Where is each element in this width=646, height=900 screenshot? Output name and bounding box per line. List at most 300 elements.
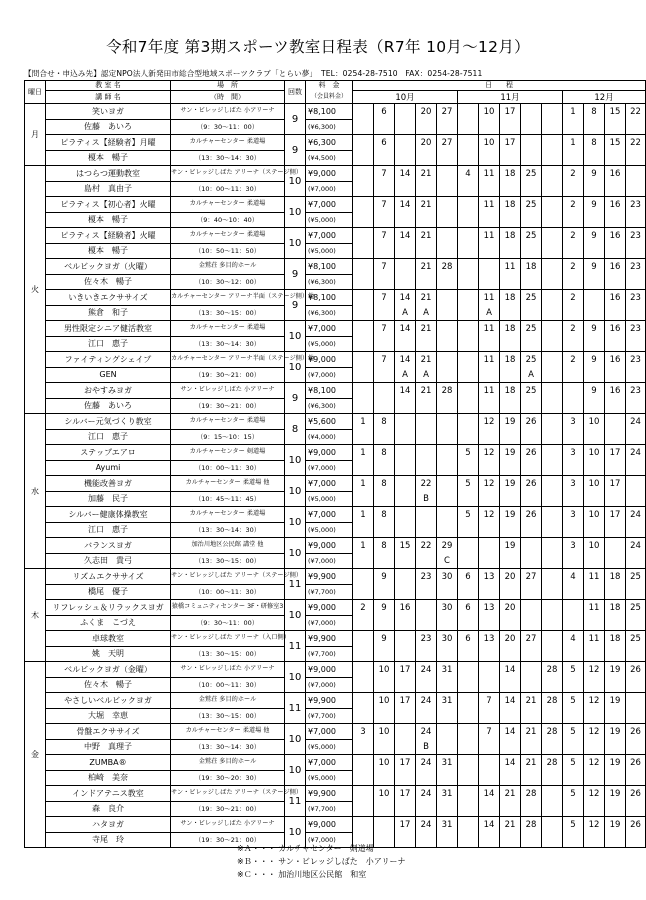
schedule-venue-mark [374, 429, 395, 445]
class-member-fee: (¥4,500) [306, 150, 353, 166]
schedule-venue-mark [437, 150, 458, 166]
schedule-date: 11 [479, 228, 500, 244]
class-row-sub [25, 367, 646, 383]
schedule-date: 18 [605, 631, 626, 647]
schedule-date: 16 [605, 290, 626, 306]
schedule-venue-mark [605, 491, 626, 507]
schedule-venue-mark [584, 584, 605, 600]
schedule-venue-mark [437, 491, 458, 507]
class-count: 9 [285, 135, 306, 166]
schedule-date: 25 [626, 631, 646, 647]
class-place: サン・ビレッジしばた 小アリーナ [171, 817, 285, 833]
class-row [25, 414, 646, 430]
class-row [25, 631, 646, 647]
schedule-venue-mark [353, 336, 374, 352]
schedule-date: 28 [437, 383, 458, 399]
schedule-venue-mark [521, 770, 542, 786]
schedule-date: 5 [458, 507, 479, 523]
schedule-date: 7 [374, 321, 395, 337]
schedule-venue-mark [563, 615, 584, 631]
schedule-date [605, 414, 626, 430]
schedule-venue-mark [395, 708, 416, 724]
schedule-venue-mark [626, 801, 646, 817]
schedule-date: 23 [626, 352, 646, 368]
schedule-venue-mark [626, 367, 646, 383]
schedule-date: 9 [584, 352, 605, 368]
class-row-sub [25, 708, 646, 724]
schedule-date [626, 693, 646, 709]
day-label: 水 [25, 414, 46, 569]
schedule-date: 20 [500, 631, 521, 647]
schedule-venue-mark [500, 832, 521, 848]
schedule-date: 10 [584, 538, 605, 554]
class-place: サン・ビレッジしばた 小アリーナ [171, 383, 285, 399]
note-a: ※Ａ・・・ カルチャセンター 剣道場 [237, 844, 374, 853]
schedule-venue-mark [395, 770, 416, 786]
class-fee: ¥9,000 [306, 352, 353, 368]
class-count: 11 [285, 569, 306, 600]
schedule-venue-mark [605, 460, 626, 476]
schedule-venue-mark [542, 646, 563, 662]
schedule-venue-mark [584, 150, 605, 166]
class-member-fee: (¥6,300) [306, 305, 353, 321]
schedule-date: 31 [437, 693, 458, 709]
schedule-venue-mark [479, 708, 500, 724]
schedule-date: 2 [563, 290, 584, 306]
schedule-date: 12 [584, 662, 605, 678]
schedule-date [395, 104, 416, 120]
schedule-date [542, 259, 563, 275]
class-fee: ¥9,000 [306, 817, 353, 833]
schedule-date [542, 476, 563, 492]
schedule-date: 28 [542, 755, 563, 771]
schedule-venue-mark [416, 119, 437, 135]
schedule-venue-mark [605, 770, 626, 786]
schedule-date: 9 [584, 259, 605, 275]
schedule-venue-mark [605, 243, 626, 259]
schedule-date [416, 445, 437, 461]
schedule-venue-mark [416, 212, 437, 228]
schedule-venue-mark [458, 460, 479, 476]
schedule-date: 18 [500, 321, 521, 337]
class-row-sub [25, 491, 646, 507]
class-row [25, 817, 646, 833]
schedule-venue-mark [353, 677, 374, 693]
schedule-venue-mark [542, 832, 563, 848]
class-member-fee: (¥7,700) [306, 708, 353, 724]
schedule-date: 26 [521, 476, 542, 492]
schedule-venue-mark [500, 491, 521, 507]
schedule-venue-mark [479, 429, 500, 445]
class-time: （13：30～14：30） [171, 336, 285, 352]
schedule-venue-mark [458, 429, 479, 445]
class-place: カルチャーセンター 柔道場 [171, 414, 285, 430]
class-member-fee: (¥6,300) [306, 274, 353, 290]
schedule-date: 14 [500, 662, 521, 678]
schedule-date [542, 228, 563, 244]
schedule-date: 21 [500, 786, 521, 802]
schedule-venue-mark [416, 708, 437, 724]
class-row-sub [25, 615, 646, 631]
day-label: 金 [25, 662, 46, 848]
day-label: 火 [25, 166, 46, 414]
schedule-venue-mark [563, 336, 584, 352]
schedule-date: 21 [416, 259, 437, 275]
schedule-date: 30 [437, 600, 458, 616]
schedule-venue-mark [500, 801, 521, 817]
schedule-venue-mark [584, 367, 605, 383]
schedule-date: 8 [584, 135, 605, 151]
class-row-sub [25, 770, 646, 786]
schedule-venue-mark [521, 677, 542, 693]
schedule-venue-mark [458, 770, 479, 786]
schedule-venue-mark [626, 522, 646, 538]
schedule-venue-mark [395, 522, 416, 538]
class-name: ピラティス【経験者】月曜 [46, 135, 171, 151]
schedule-date: 5 [563, 693, 584, 709]
schedule-date [626, 166, 646, 182]
schedule-date: 2 [563, 166, 584, 182]
schedule-venue-mark [605, 150, 626, 166]
schedule-venue-mark [458, 305, 479, 321]
schedule-venue-mark [563, 584, 584, 600]
schedule-venue-mark [542, 522, 563, 538]
schedule-venue-mark [626, 615, 646, 631]
schedule-date: 2 [563, 228, 584, 244]
class-member-fee: (¥6,300) [306, 398, 353, 414]
class-count: 10 [285, 755, 306, 786]
schedule-venue-mark [500, 305, 521, 321]
schedule-date: 11 [584, 569, 605, 585]
class-count: 10 [285, 600, 306, 631]
schedule-date: 24 [626, 414, 646, 430]
schedule-venue-mark [500, 584, 521, 600]
class-member-fee: (¥5,000) [306, 522, 353, 538]
schedule-date [521, 600, 542, 616]
day-label: 木 [25, 569, 46, 662]
header-fee: 料 金 [306, 81, 353, 91]
schedule-date: 25 [521, 166, 542, 182]
schedule-date: 17 [605, 445, 626, 461]
schedule-date: 23 [626, 228, 646, 244]
schedule-date: 3 [353, 724, 374, 740]
schedule-venue-mark [437, 615, 458, 631]
schedule-venue-mark [479, 646, 500, 662]
class-count: 11 [285, 693, 306, 724]
schedule-venue-mark [416, 181, 437, 197]
schedule-venue-mark [437, 181, 458, 197]
schedule-date: 21 [500, 817, 521, 833]
schedule-venue-mark [626, 181, 646, 197]
schedule-date: 15 [605, 104, 626, 120]
schedule-venue-mark [563, 646, 584, 662]
class-row-sub [25, 801, 646, 817]
class-place: 金鷲荘 多目的ホール [171, 693, 285, 709]
schedule-venue-mark [416, 615, 437, 631]
schedule-date [437, 476, 458, 492]
class-time: （10：00～11：30） [171, 677, 285, 693]
class-row-sub [25, 429, 646, 445]
class-row-sub [25, 460, 646, 476]
schedule-venue-mark [416, 243, 437, 259]
class-row-sub [25, 553, 646, 569]
schedule-venue-mark [584, 553, 605, 569]
schedule-venue-mark [416, 770, 437, 786]
schedule-venue-mark [542, 429, 563, 445]
schedule-date [458, 693, 479, 709]
schedule-date: 13 [479, 600, 500, 616]
header-fee-note: （会員料金） [306, 91, 353, 104]
schedule-date: 28 [521, 817, 542, 833]
class-fee: ¥7,000 [306, 228, 353, 244]
schedule-date [353, 321, 374, 337]
schedule-venue-mark [563, 398, 584, 414]
class-count: 10 [285, 724, 306, 755]
header-class: 教 室 名 [46, 81, 171, 91]
class-row [25, 321, 646, 337]
schedule-venue-mark [626, 491, 646, 507]
class-member-fee: (¥7,000) [306, 832, 353, 848]
class-time: （10：30～12：00） [171, 274, 285, 290]
schedule-venue-mark [353, 553, 374, 569]
schedule-venue-mark [500, 646, 521, 662]
schedule-date: 9 [584, 228, 605, 244]
schedule-venue-mark [542, 553, 563, 569]
schedule-venue-mark [353, 522, 374, 538]
schedule-venue-mark [458, 212, 479, 228]
schedule-venue-mark [479, 150, 500, 166]
schedule-date: 9 [584, 197, 605, 213]
schedule-venue-mark [521, 212, 542, 228]
schedule-venue-mark [584, 398, 605, 414]
class-fee: ¥5,600 [306, 414, 353, 430]
schedule-venue-mark [584, 119, 605, 135]
schedule-venue-mark [374, 398, 395, 414]
class-time: （13：30～14：30） [171, 522, 285, 538]
class-count: 10 [285, 817, 306, 848]
class-member-fee: (¥5,000) [306, 243, 353, 259]
schedule-venue-mark [395, 119, 416, 135]
schedule-date [416, 507, 437, 523]
schedule-date: 31 [437, 786, 458, 802]
class-fee: ¥8,100 [306, 383, 353, 399]
schedule-venue-mark [626, 243, 646, 259]
header-time: （時 間） [171, 91, 285, 104]
class-name: ハタヨガ [46, 817, 171, 833]
schedule-venue-mark [374, 367, 395, 383]
schedule-date: 23 [416, 631, 437, 647]
schedule-venue-mark [458, 522, 479, 538]
schedule-date [542, 817, 563, 833]
schedule-date [458, 321, 479, 337]
schedule-date: 17 [395, 755, 416, 771]
schedule-date [458, 786, 479, 802]
schedule-date [542, 352, 563, 368]
schedule-date: 1 [353, 414, 374, 430]
class-instructor: 久志田 貴弓 [46, 553, 171, 569]
schedule-venue-mark [500, 522, 521, 538]
schedule-venue-mark [626, 584, 646, 600]
schedule-venue-mark [458, 398, 479, 414]
class-count: 10 [285, 228, 306, 259]
schedule-date [395, 445, 416, 461]
schedule-date: 1 [353, 476, 374, 492]
schedule-date [479, 662, 500, 678]
class-instructor: 姚 天明 [46, 646, 171, 662]
class-place: 加治川地区公民館 講堂 他 [171, 538, 285, 554]
schedule-venue-mark [626, 646, 646, 662]
schedule-date: 16 [605, 228, 626, 244]
class-row-sub [25, 646, 646, 662]
schedule-venue-mark [458, 739, 479, 755]
schedule-date: 14 [479, 817, 500, 833]
schedule-date: 9 [584, 321, 605, 337]
class-member-fee: (¥5,000) [306, 212, 353, 228]
schedule-venue-mark [374, 119, 395, 135]
class-instructor: 榎本 暢子 [46, 212, 171, 228]
schedule-date: 20 [416, 135, 437, 151]
schedule-venue-mark [605, 522, 626, 538]
schedule-date [458, 228, 479, 244]
schedule-date: 10 [584, 476, 605, 492]
schedule-venue-mark [395, 677, 416, 693]
schedule-venue-mark [605, 305, 626, 321]
class-count: 8 [285, 414, 306, 445]
schedule-date: 25 [521, 290, 542, 306]
schedule-venue-mark [563, 708, 584, 724]
class-row [25, 228, 646, 244]
schedule-date: 9 [374, 600, 395, 616]
schedule-venue-mark [479, 460, 500, 476]
schedule-date: 30 [437, 569, 458, 585]
schedule-venue-mark [458, 646, 479, 662]
schedule-venue-mark [374, 336, 395, 352]
schedule-date [353, 631, 374, 647]
schedule-venue-mark [521, 398, 542, 414]
schedule-date: 24 [416, 724, 437, 740]
schedule-date: 30 [437, 631, 458, 647]
class-time: （9：15～10：15） [171, 429, 285, 445]
schedule-venue-mark [353, 460, 374, 476]
schedule-date: 15 [395, 538, 416, 554]
class-name: 男性限定シニア健活教室 [46, 321, 171, 337]
schedule-venue-mark [374, 708, 395, 724]
schedule-date: 1 [353, 445, 374, 461]
schedule-venue-mark [374, 584, 395, 600]
schedule-venue-mark [500, 770, 521, 786]
schedule-venue-mark [584, 739, 605, 755]
schedule-date: 17 [500, 135, 521, 151]
schedule-date: 18 [500, 228, 521, 244]
header-count: 回数 [285, 81, 306, 104]
schedule-venue-mark [353, 181, 374, 197]
schedule-venue-mark [479, 367, 500, 383]
schedule-date [353, 755, 374, 771]
class-row [25, 197, 646, 213]
class-fee: ¥9,900 [306, 786, 353, 802]
schedule-venue-mark [458, 553, 479, 569]
schedule-venue-mark [374, 243, 395, 259]
schedule-date [353, 352, 374, 368]
schedule-venue-mark [374, 212, 395, 228]
schedule-date: 7 [374, 228, 395, 244]
schedule-date: 10 [479, 104, 500, 120]
class-count: 10 [285, 476, 306, 507]
schedule-venue-mark [395, 150, 416, 166]
schedule-venue-mark [437, 584, 458, 600]
class-instructor: 榎本 暢子 [46, 150, 171, 166]
page-title: 令和7年度 第3期スポーツ教室日程表（R7年 10月～12月） [106, 38, 530, 56]
schedule-date: 19 [605, 693, 626, 709]
schedule-venue-mark [563, 553, 584, 569]
schedule-date [563, 383, 584, 399]
class-name: 笑いヨガ [46, 104, 171, 120]
schedule-venue-mark [584, 243, 605, 259]
schedule-venue-mark [626, 677, 646, 693]
schedule-date: 18 [500, 383, 521, 399]
class-count: 11 [285, 786, 306, 817]
schedule-venue-mark [626, 553, 646, 569]
schedule-date: 11 [479, 352, 500, 368]
schedule-venue-mark [353, 367, 374, 383]
schedule-venue-mark [584, 801, 605, 817]
schedule-venue-mark [605, 429, 626, 445]
schedule-venue-mark [542, 150, 563, 166]
schedule-date: 20 [416, 104, 437, 120]
schedule-venue-mark [416, 646, 437, 662]
schedule-date [542, 383, 563, 399]
class-row [25, 383, 646, 399]
class-count: 10 [285, 507, 306, 538]
schedule-date [458, 135, 479, 151]
schedule-date: 18 [605, 569, 626, 585]
schedule-venue-mark [542, 336, 563, 352]
class-place: サン・ビレッジしばた アリーナ（ステージ側） [171, 786, 285, 802]
schedule-date: 2 [563, 352, 584, 368]
schedule-venue-mark [563, 801, 584, 817]
schedule-date: 3 [563, 414, 584, 430]
schedule-venue-mark [521, 522, 542, 538]
schedule-date: 12 [479, 445, 500, 461]
schedule-venue-mark [626, 305, 646, 321]
schedule-date: 14 [395, 228, 416, 244]
class-fee: ¥9,000 [306, 600, 353, 616]
class-member-fee: (¥6,300) [306, 119, 353, 135]
schedule-venue-mark [542, 491, 563, 507]
schedule-venue-mark [458, 615, 479, 631]
schedule-venue-mark [374, 646, 395, 662]
schedule-date: 7 [479, 724, 500, 740]
class-count: 10 [285, 352, 306, 383]
notes [237, 842, 405, 881]
schedule-venue-mark [500, 119, 521, 135]
schedule-date [353, 693, 374, 709]
schedule-date [374, 817, 395, 833]
schedule-date: 5 [563, 755, 584, 771]
schedule-venue-mark [626, 274, 646, 290]
schedule-date: 28 [521, 786, 542, 802]
schedule-venue-mark [416, 150, 437, 166]
schedule-date: 13 [479, 569, 500, 585]
schedule-date: 28 [542, 662, 563, 678]
schedule-date: 8 [374, 507, 395, 523]
schedule-date [479, 538, 500, 554]
schedule-date [479, 755, 500, 771]
schedule-date [353, 228, 374, 244]
class-member-fee: (¥4,000) [306, 429, 353, 445]
schedule-venue-mark [521, 708, 542, 724]
schedule-venue-mark [479, 832, 500, 848]
